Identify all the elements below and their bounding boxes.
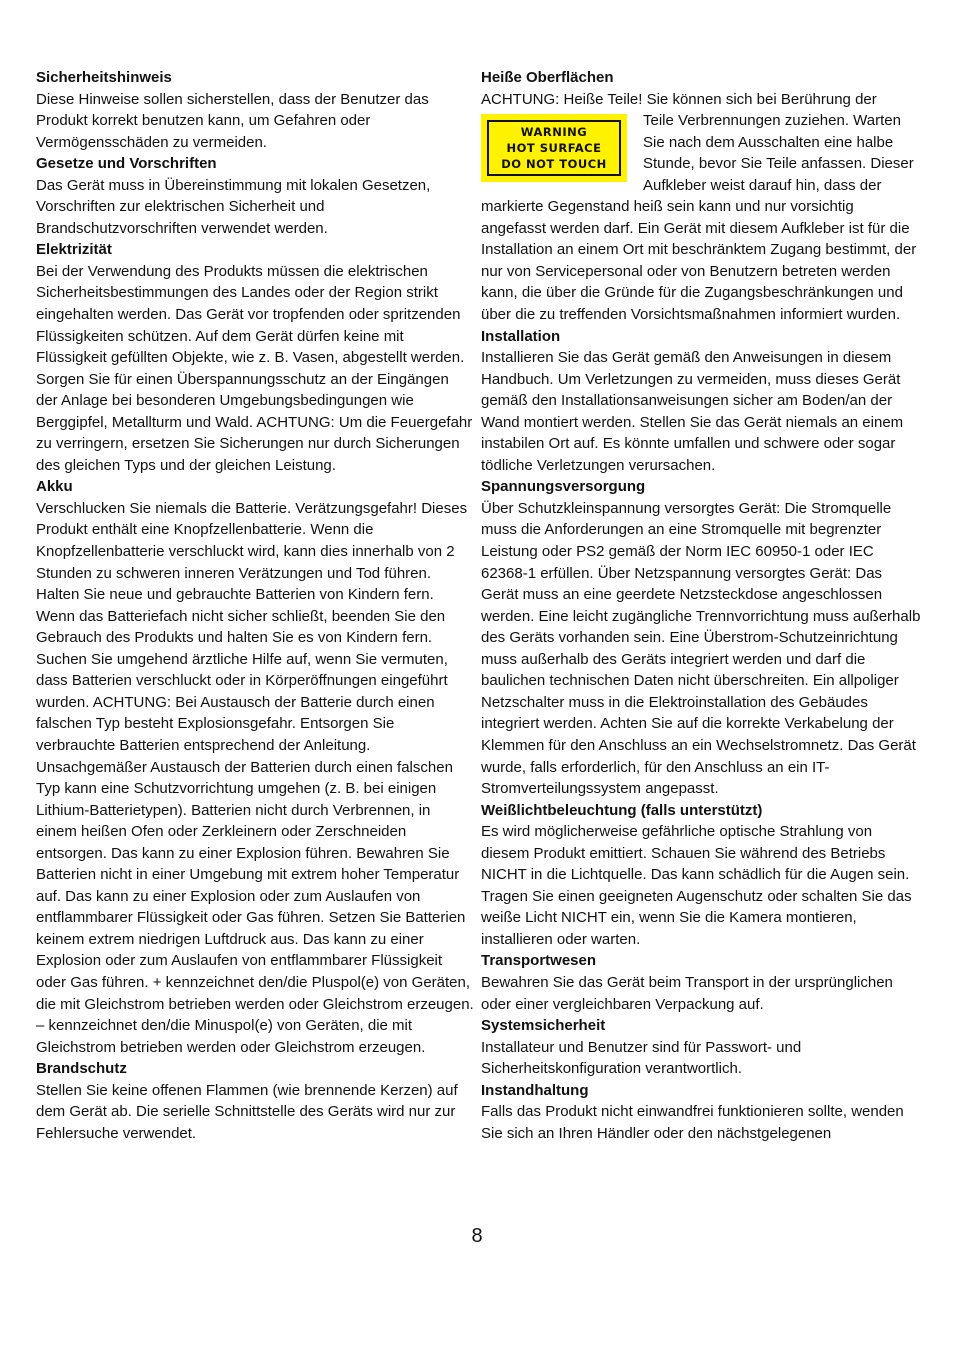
section-text: Installieren Sie das Gerät gemäß den Anweisungen in diesem Handbuch. Um Verletzungen zu vermeiden, muss dieses Gerät gemäß den Installationsanweisungen sicher am Boden/an der Wand montiert werden. Stellen Sie das Gerät niemals an einem instabilen Ort auf. Es könnte umfallen und schwere oder sogar tödliche Verletzungen verursachen. xyxy=(481,349,904,474)
section-heading: Gesetze und Vorschriften xyxy=(36,155,217,173)
right-column xyxy=(481,67,921,1144)
section-heading: Sicherheitshinweis xyxy=(36,69,172,86)
section-text: Bewahren Sie das Gerät beim Transport in der ursprünglichen oder einer vergleichbaren Verpackung auf. xyxy=(481,973,893,1013)
section-text: Das Gerät muss in Übereinstimmung mit lokalen Gesetzen, Vorschriften zur elektrischen Sicherheit und Brandschutzvorschriften verwendet werden. xyxy=(36,176,431,237)
section-systemsicherheit xyxy=(481,1015,921,1080)
section-heading: Transportwesen xyxy=(481,952,597,970)
section-text: Verschlucken Sie niemals die Batterie. Verätzungsgefahr! Dieses Produkt enthält eine Knopfzellenbatterie. Wenn die Knopfzellenbatterie verschluckt wird, kann dies innerhalb von 2 Stunden zu schweren inneren Verätzungen und Tod führen. Halten Sie neue und gebrauchte Batterien von Kindern fern. Wenn das Batteriefach nicht sicher schließt, beenden Sie den Gebrauch des Produkts und halten Sie es von Kindern fern. Suchen Sie umgehend ärztliche Hilfe auf, wenn Sie vermuten, dass Batterien verschluckt oder in Körperöffnungen eingeführt wurden. ACHTUNG: Bei Austausch der Batterie durch einen falschen Typ besteht Explosionsgefahr. Entsorgen Sie verbrauchte Batterien entsprechend der Anleitung. Unsachgemäßer Austausch der Batterien durch einen falschen Typ kann eine Schutzvorrichtung umgehen (z. B. bei einigen Lithium-Batterietypen). Batterien nicht durch Verbrennen, in einem heißen Ofen oder Zerkleinern oder Zerschneiden entsorgen. Das kann zu einer Explosion führen. Bewahren Sie Batterien nicht in einer Umgebung mit extrem hoher Temperatur auf. Das kann zu einer Explosion oder zum Auslaufen von entflammbarer Flüssigkeit oder Gas führen. Setzen Sie Batterien keinem extrem niedrigen Luftdruck aus. Das kann zu einer Explosion oder zum Auslaufen von entflammbarer Flüssigkeit oder Gas führen. + kennzeichnet den/die Pluspol(e) von Geräten, die mit Gleichstrom betrieben werden oder Gleichstrom erzeugen. – kennzeichnet den/die Minuspol(e) von Geräten, die mit Gleichstrom betrieben werden oder Gleichstrom erzeugen. xyxy=(36,499,474,1056)
section-gesetze xyxy=(36,153,474,239)
warning-line: DO NOT TOUCH xyxy=(501,157,607,172)
page-number: 8 xyxy=(471,1225,483,1247)
section-transportwesen xyxy=(481,950,921,1015)
section-intro: ACHTUNG: Heiße Teile! Sie können sich bei Berührung der xyxy=(481,90,877,108)
section-heading: Brandschutz xyxy=(36,1060,127,1078)
left-column xyxy=(36,67,474,1144)
section-elektrizitaet xyxy=(36,239,474,476)
section-text: Teile Verbrennungen zuziehen. Warten Sie nach dem Ausschalten eine halbe Stunde, bevor Sie Teile anfassen. Dieser Aufkleber weist darauf hin, dass der markierte Gegenstand heiß sein kann und nur vorsichtig angefasst werden darf. Ein Gerät mit diesem Aufkleber ist für die Installation an einem Ort mit beschränktem Zugang bestimmt, der nur von Servicepersonal oder von Benutzern betreten werden kann, die über die Gründe für die Zugangsbeschränkungen und über die zu treffenden Vorsichtsmaßnahmen informiert wurden. xyxy=(481,112,917,324)
section-heading: Installation xyxy=(481,327,561,345)
section-heading: Weißlichtbeleuchtung (falls unterstützt) xyxy=(481,801,763,819)
section-text: Stellen Sie keine offenen Flammen (wie brennende Kerzen) auf dem Gerät ab. Die serielle Schnittstelle des Geräts wird nur zur Fehlersuche verwendet. xyxy=(36,1081,458,1142)
section-heisse-oberflaechen xyxy=(481,67,921,326)
section-text: Installateur und Benutzer sind für Passwort- und Sicherheitskonfiguration verantwortlich. xyxy=(481,1038,802,1078)
section-spannungsversorgung xyxy=(481,476,921,799)
warning-label xyxy=(487,120,621,176)
section-installation xyxy=(481,326,921,477)
section-heading: Akku xyxy=(36,478,73,496)
warning-line: HOT SURFACE xyxy=(506,141,602,156)
section-instandhaltung xyxy=(481,1080,921,1145)
section-sicherheitshinweis xyxy=(36,67,474,153)
section-heading: Spannungsversorgung xyxy=(481,478,646,496)
section-text: Über Schutzkleinspannung versorgtes Gerät: Die Stromquelle muss die Anforderungen an eine Stromquelle mit begrenzter Leistung oder PS2 gemäß der Norm IEC 60950-1 oder IEC 62368-1 erfüllen. Über Netzspannung versorgtes Gerät: Das Gerät muss an eine geerdete Netzsteckdose angeschlossen werden. Eine leicht zugängliche Trennvorrichtung muss außerhalb des Geräts vorhanden sein. Eine Überstrom-Schutzeinrichtung muss außerhalb des Geräts integriert werden und darf die baulichen technischen Daten nicht überschreiten. Ein allpoliger Netzschalter muss in die Elektroinstallation des Gebäudes integriert werden. Achten Sie auf die korrekte Verkabelung der Klemmen für den Anschluss an ein Wechselstromnetz. Das Gerät wurde, falls erforderlich, für den Anschluss an ein IT-Stromverteilungssystem angepasst. xyxy=(481,499,921,798)
section-heading: Systemsicherheit xyxy=(481,1017,606,1035)
section-heading: Instandhaltung xyxy=(481,1081,589,1099)
section-brandschutz xyxy=(36,1058,474,1144)
section-heading: Heiße Oberflächen xyxy=(481,69,614,86)
section-text: Diese Hinweise sollen sicherstellen, dass der Benutzer das Produkt korrekt benutzen kann, um Gefahren oder Vermögensschäden zu vermeiden. xyxy=(36,90,429,151)
hot-surface-warning-sticker xyxy=(481,114,627,182)
section-text: Falls das Produkt nicht einwandfrei funktionieren sollte, wenden Sie sich an Ihren Händler oder den nächstgelegenen xyxy=(481,1103,904,1142)
section-akku xyxy=(36,476,474,1058)
section-text: Bei der Verwendung des Produkts müssen die elektrischen Sicherheitsbestimmungen des Landes oder der Region strikt eingehalten werden. Das Gerät vor tropfenden oder spritzenden Flüssigkeiten schützen. Auf dem Gerät dürfen keine mit Flüssigkeit gefüllten Objekte, wie z. B. Vasen, abgestellt werden. Sorgen Sie für einen Überspannungsschutz an der Eingängen der Anlage bei besonderen Umgebungsbedingungen wie Berggipfel, Metallturm und Wald. ACHTUNG: Um die Feuergefahr zu verringern, ersetzen Sie Sicherungen nur durch Sicherungen des gleichen Typs und der gleichen Leistung. xyxy=(36,262,473,474)
warning-line: WARNING xyxy=(520,125,588,140)
section-heading: Elektrizität xyxy=(36,241,112,259)
section-weisslicht xyxy=(481,800,921,951)
section-text: Es wird möglicherweise gefährliche optische Strahlung von diesem Produkt emittiert. Schauen Sie während des Betriebs NICHT in die Lichtquelle. Das kann schädlich für die Augen sein. Tragen Sie einen geeigneten Augenschutz oder schalten Sie das weiße Licht NICHT ein, wenn Sie die Kamera montieren, installieren oder warten. xyxy=(481,823,912,948)
